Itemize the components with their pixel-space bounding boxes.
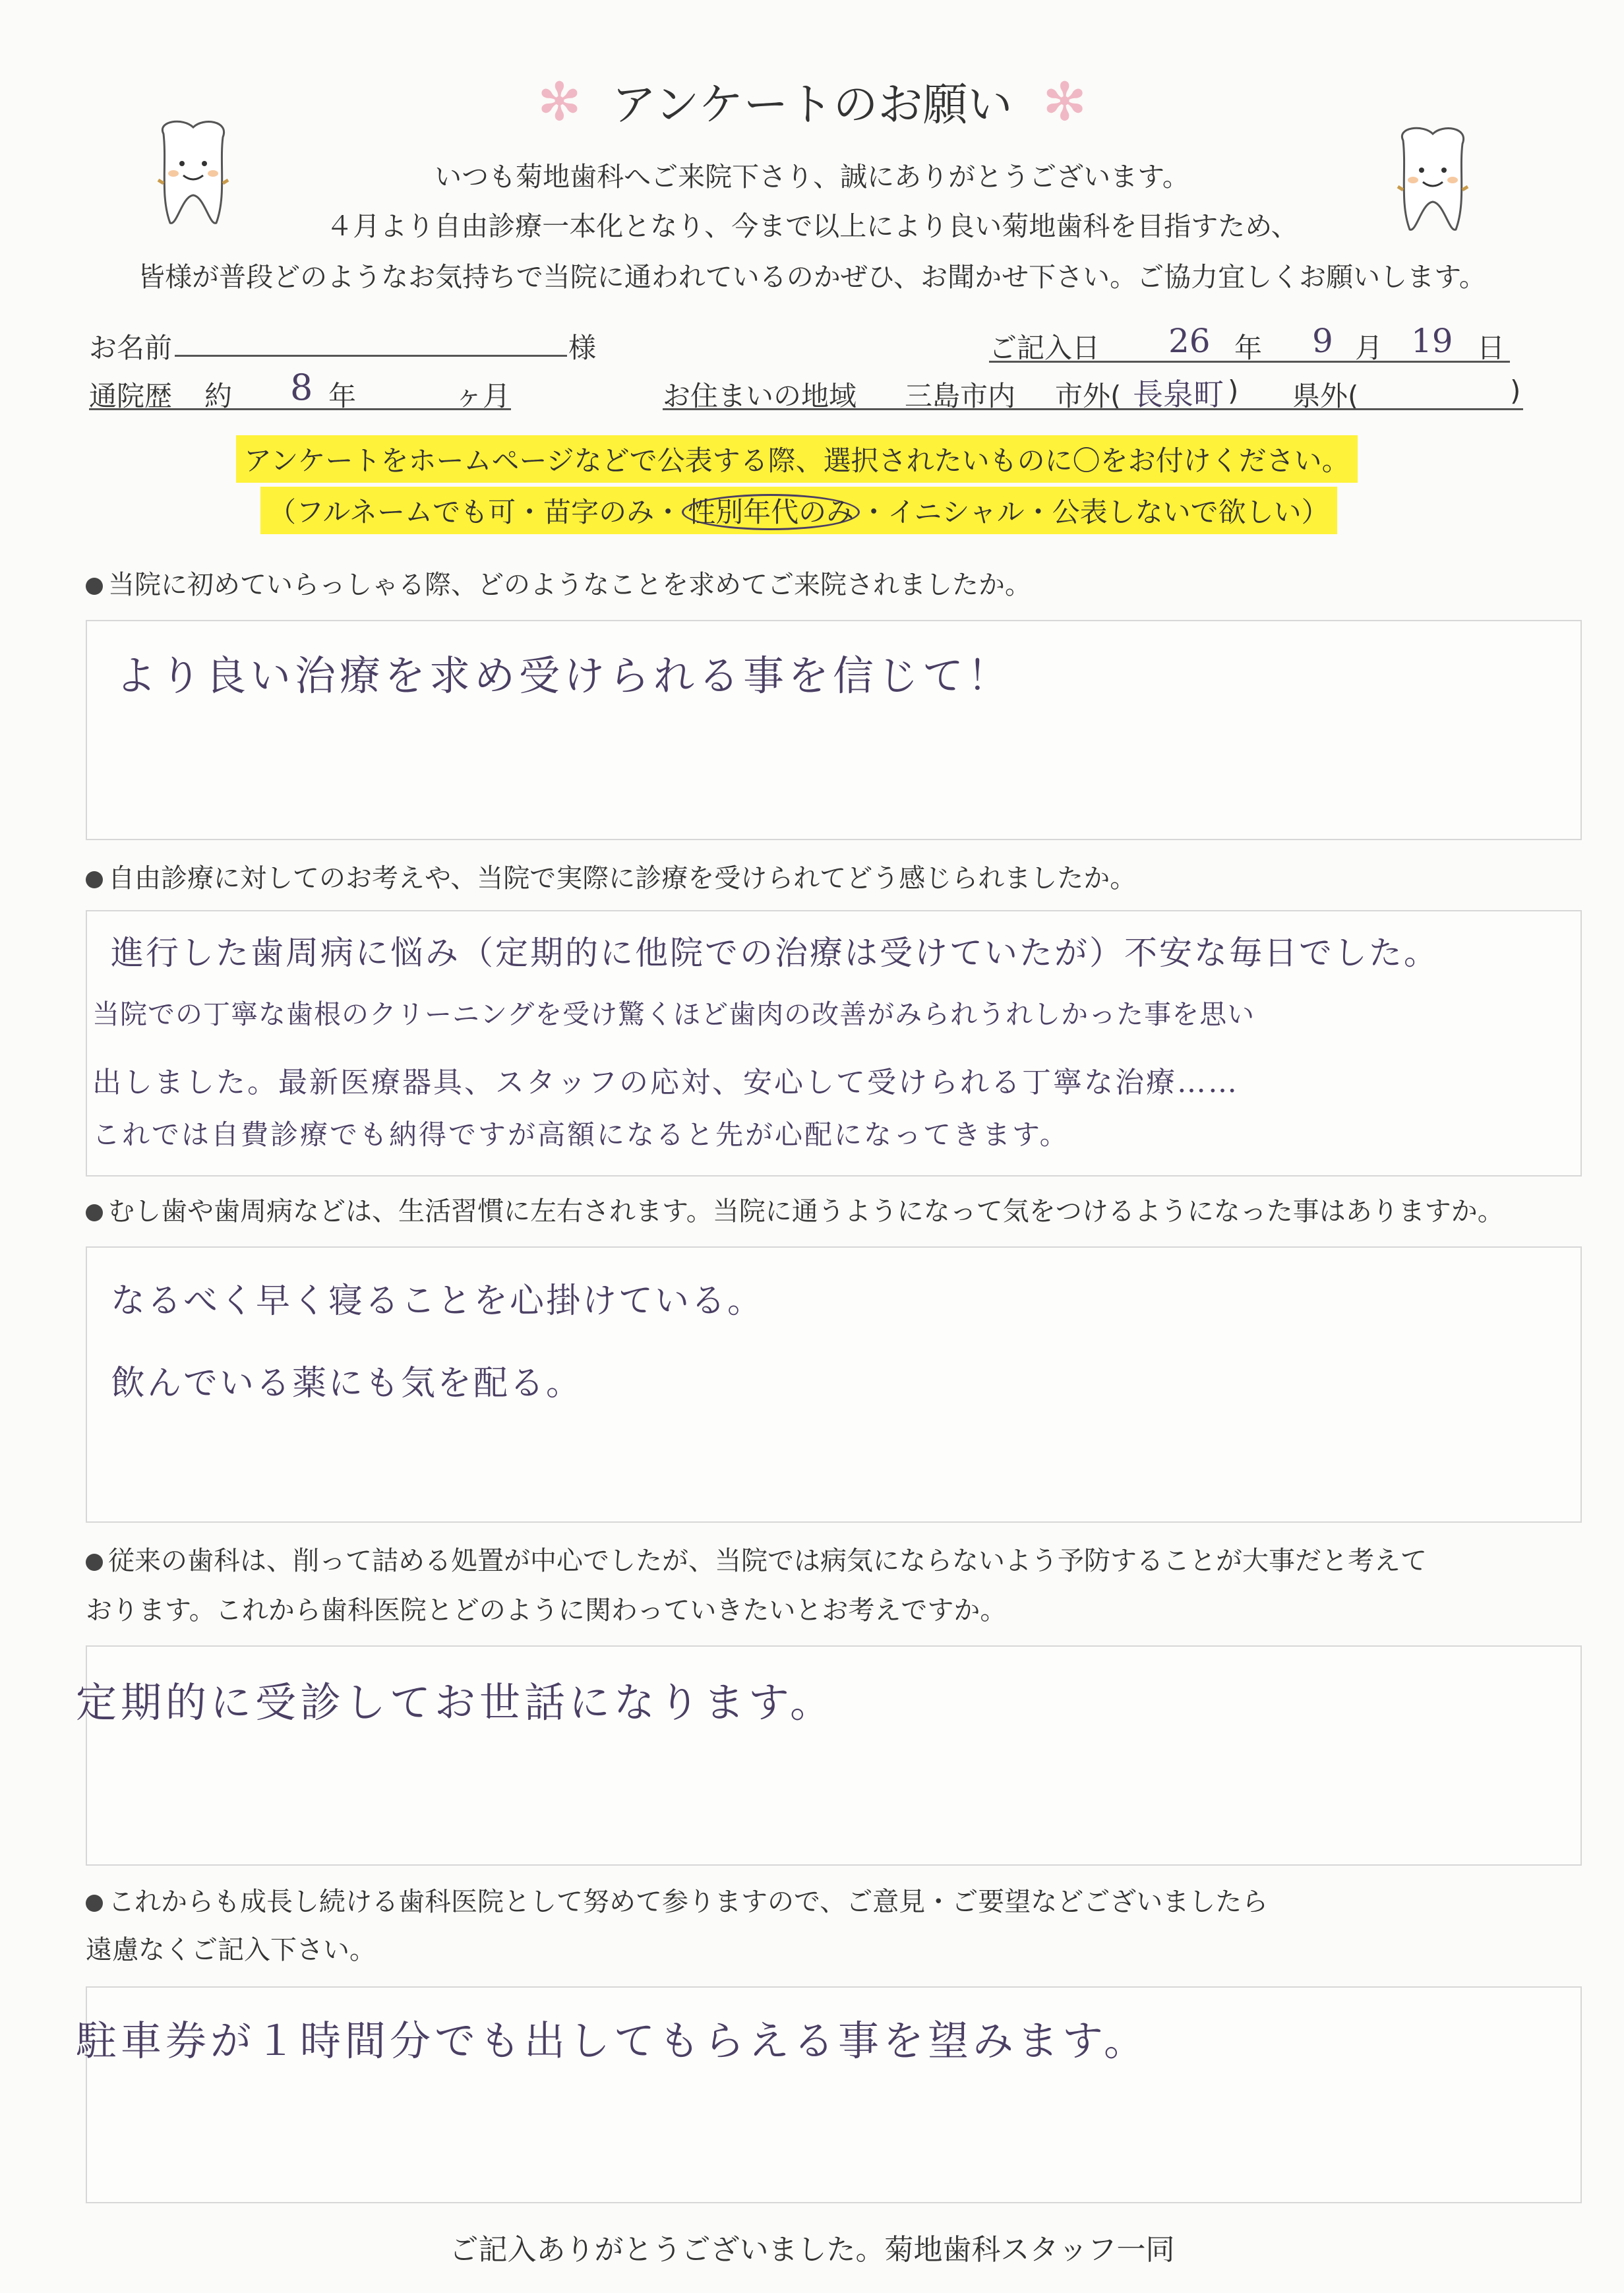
answer-2-line: 出しました。最新医療器具、スタッフの応対、安心して受けられる丁寧な治療…… — [92, 1066, 1239, 1099]
answer-4-line: 定期的に受診してお世話になります。 — [76, 1678, 835, 1727]
date-day-value: 19 — [1411, 322, 1453, 360]
region-city: 三島市内 — [905, 380, 1016, 412]
name-label: お名前 — [89, 332, 173, 364]
answer-2-line: 当院での丁寧な歯根のクリーニングを受け驚くほど歯肉の改善がみられうれしかった事を思い — [92, 998, 1255, 1030]
region-outside-close: ) — [1228, 375, 1239, 407]
option-surname-only[interactable]: 苗字のみ — [543, 496, 655, 528]
answer-5-line: 駐車券が１時間分でも出してもらえる事を望みます。 — [76, 2017, 1149, 2065]
option-full-name[interactable]: フルネームでも可 — [296, 496, 516, 528]
question-3 — [86, 1190, 1504, 1228]
separator: ・ — [860, 496, 888, 528]
survey-title-row — [0, 69, 1624, 133]
option-gender-age-selected[interactable]: 性別年代のみ — [682, 494, 860, 530]
question-text: これからも成長し続ける歯科医院として努めて参りますので、ご意見・ご要望などございましたら — [108, 1887, 1269, 1917]
bullet-icon — [86, 1204, 103, 1221]
paren-close: ） — [1301, 496, 1329, 528]
region-prefecture-label: 県外( — [1292, 380, 1359, 412]
question-2 — [86, 857, 1136, 895]
intro-line: いつも菊地歯科へご来院下さり、誠にありがとうございます。 — [435, 161, 1189, 193]
publication-options — [260, 487, 1337, 534]
separator: ・ — [516, 496, 544, 528]
history-label: 通院歴 — [89, 380, 173, 412]
separator: ・ — [1024, 496, 1052, 528]
question-4 — [86, 1540, 1427, 1577]
history-years-value: 8 — [290, 367, 313, 408]
bullet-icon — [86, 578, 103, 595]
answer-2-line: これでは自費診療でも納得ですが高額になると先が心配になってきます。 — [92, 1118, 1069, 1151]
bullet-icon — [86, 871, 103, 888]
answer-3-line: なるべく早く寝ることを心掛けている。 — [111, 1281, 764, 1321]
name-field[interactable] — [175, 355, 567, 357]
question-5 — [86, 1881, 1268, 1918]
date-label: ご記入日 — [989, 332, 1100, 364]
option-do-not-publish[interactable]: 公表しないで欲しい — [1052, 496, 1302, 528]
region-field-underline[interactable] — [663, 408, 1523, 410]
question-text: 当院に初めていらっしゃる際、どのようなことを求めてご来院されましたか。 — [108, 570, 1031, 600]
history-field-underline[interactable] — [89, 408, 511, 410]
date-year-unit: 年 — [1234, 332, 1263, 364]
history-approx: 約 — [204, 380, 233, 412]
paren-open: （ — [268, 496, 297, 528]
question-5-continued: 遠慮なくご記入下さい。 — [86, 1935, 376, 1965]
name-suffix: 様 — [568, 332, 597, 364]
option-initials[interactable]: イニシャル — [887, 496, 1025, 528]
bullet-icon — [86, 1895, 103, 1912]
question-text: 自由診療に対してのお考えや、当院で実際に診療を受けられてどう感じられましたか。 — [108, 863, 1137, 894]
answer-1-line: より良い治療を求め受けられる事を信じて！ — [115, 652, 1013, 700]
asterisk-right-icon: ✻ — [1042, 71, 1087, 133]
publication-notice: アンケートをホームページなどで公表する際、選択されたいものに〇をお付けください。 — [236, 435, 1358, 483]
history-months-unit: ヶ月 — [455, 380, 511, 412]
question-text: むし歯や歯周病などは、生活習慣に左右されます。当院に通うようになって気をつけるようになった事はありますか。 — [108, 1196, 1504, 1227]
asterisk-left-icon: ✻ — [537, 71, 582, 133]
date-month-value: 9 — [1312, 322, 1333, 360]
separator: ・ — [654, 496, 682, 528]
question-1 — [86, 564, 1031, 601]
bullet-icon — [86, 1554, 103, 1571]
footer-message: ご記入ありがとうございました。菊地歯科スタッフ一同 — [449, 2233, 1175, 2267]
region-label: お住まいの地域 — [663, 380, 857, 412]
history-years-unit: 年 — [328, 380, 357, 412]
answer-3-line: 飲んでいる薬にも気を配る。 — [111, 1364, 583, 1403]
intro-line: ４月より自由診療一本化となり、今まで以上により良い菊地歯科を目指すため、 — [326, 210, 1298, 242]
region-outside-value: 長泉町 — [1133, 377, 1224, 412]
question-text: 従来の歯科は、削って詰める処置が中心でしたが、当院では病気にならないよう予防することが大事だと考えて — [108, 1546, 1427, 1576]
answer-2-line: 進行した歯周病に悩み（定期的に他院での治療は受けていたが）不安な毎日でした。 — [111, 934, 1439, 972]
date-year-value: 26 — [1168, 322, 1211, 360]
question-4-continued: おります。これから歯科医院とどのように関わっていきたいとお考えですか。 — [86, 1595, 1007, 1626]
date-day-unit: 日 — [1477, 332, 1505, 364]
region-prefecture-close: ) — [1510, 375, 1521, 407]
intro-line: 皆様が普段どのようなお気持ちで当院に通われているのかぜひ、お聞かせ下さい。ご協力宜しくお願いします。 — [138, 261, 1486, 293]
region-outside-label: 市外( — [1055, 380, 1122, 412]
date-month-unit: 月 — [1355, 332, 1383, 364]
survey-title: アンケートのお願い — [611, 79, 1013, 131]
